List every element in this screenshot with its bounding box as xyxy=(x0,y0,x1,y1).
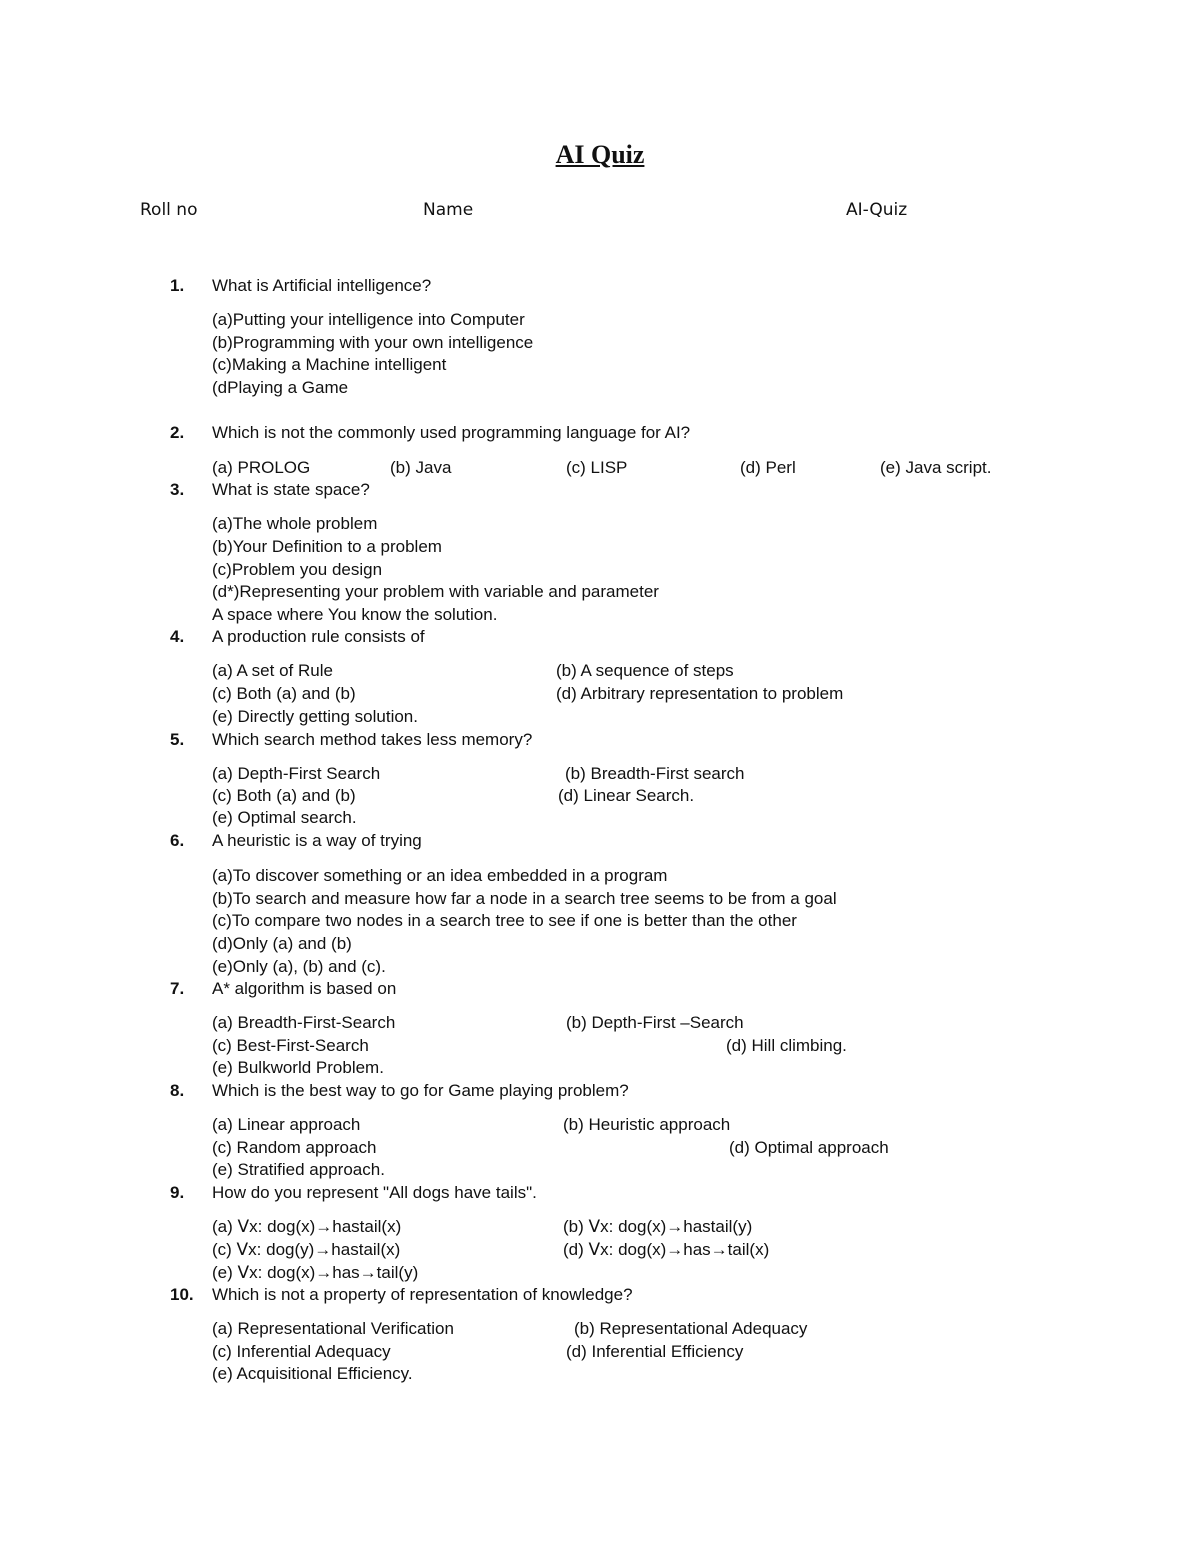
question-text: A* algorithm is based on xyxy=(212,979,397,998)
option-c: (c)Making a Machine intelligent xyxy=(212,355,447,374)
question-text: Which is the best way to go for Game playing problem? xyxy=(212,1081,629,1100)
option-a: (a) ᐯx: dog(x)→hastail(x) xyxy=(212,1217,402,1236)
option-a: (a) Depth-First Search xyxy=(212,764,381,783)
question-text: Which is not a property of representation of knowledge? xyxy=(212,1285,633,1304)
roll-no-label: Roll no xyxy=(140,200,198,220)
question-text: What is state space? xyxy=(212,480,370,499)
question-number: 1. xyxy=(170,276,185,295)
question-number: 8. xyxy=(170,1081,185,1100)
option-b: (b) Java xyxy=(390,458,452,477)
option-d: (d) ᐯx: dog(x)→has→tail(x) xyxy=(563,1240,770,1259)
option-e: (e) Bulkworld Problem. xyxy=(212,1058,384,1077)
option-a: (a) A set of Rule xyxy=(212,661,333,680)
question-number: 6. xyxy=(170,831,185,850)
option-c: (c) LISP xyxy=(566,458,628,477)
option-d: (d*)Representing your problem with variable and parameter xyxy=(212,582,659,601)
question-number: 10. xyxy=(170,1285,194,1304)
option-d: (d) Perl xyxy=(740,458,796,477)
question-number: 9. xyxy=(170,1183,185,1202)
option-b: (b)To search and measure how far a node in a search tree seems to be from a goal xyxy=(212,889,837,908)
option-e: (e) Optimal search. xyxy=(212,808,357,827)
question-number: 2. xyxy=(170,423,185,442)
option-e: (e)Only (a), (b) and (c). xyxy=(212,957,386,976)
option-b: (b) ᐯx: dog(x)→hastail(y) xyxy=(563,1217,753,1236)
option-d: (d) Hill climbing. xyxy=(726,1036,847,1055)
option-b: (b) A sequence of steps xyxy=(556,661,734,680)
option-e: (e) Java script. xyxy=(880,458,992,477)
question-number: 5. xyxy=(170,730,185,749)
option-d: (d) Arbitrary representation to problem xyxy=(556,684,844,703)
question-number: 7. xyxy=(170,979,185,998)
option-e: (e) Stratified approach. xyxy=(212,1160,385,1179)
option-d: (dPlaying a Game xyxy=(212,378,349,397)
option-c: (c) Best-First-Search xyxy=(212,1036,369,1055)
option-b: (b)Your Definition to a problem xyxy=(212,537,442,556)
question-text: A heuristic is a way of trying xyxy=(212,831,422,850)
option-c: (c) Inferential Adequacy xyxy=(212,1342,391,1361)
option-c: (c) Both (a) and (b) xyxy=(212,786,356,805)
option-d-continued: A space where You know the solution. xyxy=(212,605,498,624)
option-a: (a) Breadth-First-Search xyxy=(212,1013,396,1032)
option-d: (d)Only (a) and (b) xyxy=(212,934,352,953)
option-c: (c)Problem you design xyxy=(212,560,383,579)
option-b: (b) Representational Adequacy xyxy=(574,1319,808,1338)
option-b: (b) Depth-First –Search xyxy=(566,1013,744,1032)
option-c: (c) ᐯx: dog(y)→hastail(x) xyxy=(212,1240,401,1259)
option-b: (b)Programming with your own intelligence xyxy=(212,333,534,352)
option-b: (b) Breadth-First search xyxy=(565,764,745,783)
option-e: (e) Acquisitional Efficiency. xyxy=(212,1364,413,1383)
option-e: (e) ᐯx: dog(x)→has→tail(y) xyxy=(212,1263,419,1282)
option-b: (b) Heuristic approach xyxy=(563,1115,731,1134)
question-text: How do you represent "All dogs have tails". xyxy=(212,1183,537,1202)
option-d: (d) Optimal approach xyxy=(729,1138,889,1157)
question-text: A production rule consists of xyxy=(212,627,425,646)
option-a: (a) PROLOG xyxy=(212,458,311,477)
question-text: Which is not the commonly used programming language for AI? xyxy=(212,423,691,442)
question-number: 3. xyxy=(170,480,185,499)
subject-label: AI-Quiz xyxy=(846,200,908,220)
option-e: (e) Directly getting solution. xyxy=(212,707,418,726)
question-text: Which search method takes less memory? xyxy=(212,730,533,749)
question-text: What is Artificial intelligence? xyxy=(212,276,432,295)
page-title: AI Quiz xyxy=(555,140,645,169)
option-a: (a)To discover something or an idea embedded in a program xyxy=(212,866,668,885)
question-number: 4. xyxy=(170,627,185,646)
option-a: (a) Representational Verification xyxy=(212,1319,454,1338)
option-d: (d) Linear Search. xyxy=(558,786,695,805)
option-a: (a)Putting your intelligence into Computer xyxy=(212,310,525,329)
option-c: (c) Random approach xyxy=(212,1138,377,1157)
name-label: Name xyxy=(423,200,474,220)
option-c: (c)To compare two nodes in a search tree to see if one is better than the other xyxy=(212,911,797,930)
option-c: (c) Both (a) and (b) xyxy=(212,684,356,703)
option-d: (d) Inferential Efficiency xyxy=(566,1342,744,1361)
option-a: (a)The whole problem xyxy=(212,514,378,533)
option-a: (a) Linear approach xyxy=(212,1115,361,1134)
